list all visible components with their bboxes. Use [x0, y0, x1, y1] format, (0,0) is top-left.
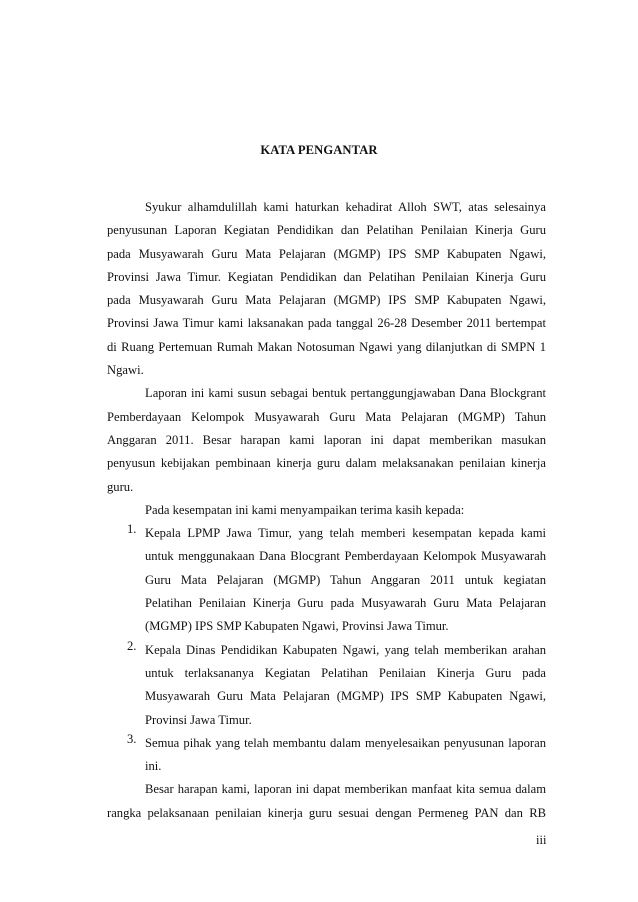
text-line: guru.	[107, 479, 134, 494]
list-number: 1.	[127, 522, 137, 537]
text-line: penyusun kebijakan pembinaan kinerja guru dalam melaksanakan penilaian kinerja	[107, 456, 546, 471]
text-line: Provinsi Jawa Timur. Kegiatan Pendidikan dan Pelatihan Penilaian Kinerja Guru	[107, 269, 546, 284]
text-line: di Ruang Pertemuan Rumah Makan Notosuman Ngawi yang dilanjutkan di SMPN 1	[107, 339, 546, 354]
text-line: Ngawi.	[107, 363, 144, 378]
list-item	[107, 732, 546, 779]
text-line: Anggaran 2011. Besar harapan kami laporan ini dapat memberikan masukan	[107, 432, 546, 447]
document-body	[107, 196, 546, 825]
text-line: Pada kesempatan ini kami menyampaikan terima kasih kepada:	[145, 502, 465, 517]
text-line: rangka pelaksanaan penilaian kinerja guru sesuai dengan Permeneg PAN dan RB	[107, 805, 546, 820]
text-line: untuk menggunakaan Dana Blocgrant Pemberdayaan Kelompok Musyawarah	[145, 549, 546, 564]
text-line: ini.	[145, 759, 162, 774]
text-line: Besar harapan kami, laporan ini dapat memberikan manfaat kita semua dalam	[145, 782, 546, 797]
thanks-list	[107, 522, 546, 778]
list-number: 3.	[127, 731, 137, 746]
paragraph-4	[107, 778, 546, 825]
list-number: 2.	[127, 638, 137, 653]
page-title: KATA PENGANTAR	[260, 143, 378, 157]
list-item	[107, 639, 546, 732]
list-item	[107, 522, 546, 638]
text-line: pada Musyawarah Guru Mata Pelajaran (MGMP) IPS SMP Kabupaten Ngawi,	[107, 293, 546, 308]
text-line: Musyawarah Guru Mata Pelajaran (MGMP) IPS SMP Kabupaten Ngawi,	[145, 689, 546, 704]
text-line: pada Musyawarah Guru Mata Pelajaran (MGMP) IPS SMP Kabupaten Ngawi,	[107, 246, 546, 261]
paragraph-3	[107, 499, 546, 522]
text-line: Kepala Dinas Pendidikan Kabupaten Ngawi, yang telah memberikan arahan	[145, 642, 546, 657]
text-line: Provinsi Jawa Timur.	[145, 712, 252, 727]
text-line: Provinsi Jawa Timur kami laksanakan pada tanggal 26-28 Desember 2011 bertempat	[107, 316, 546, 331]
text-line: penyusunan Laporan Kegiatan Pendidikan dan Pelatihan Penilaian Kinerja Guru	[107, 223, 546, 238]
text-line: Kepala LPMP Jawa Timur, yang telah memberi kesempatan kepada kami	[145, 526, 546, 541]
text-line: Syukur alhamdulillah kami haturkan kehadirat Alloh SWT, atas selesainya	[145, 200, 546, 214]
text-line: Laporan ini kami susun sebagai bentuk pertanggungjawaban Dana Blockgrant	[145, 386, 546, 401]
paragraph-1	[107, 196, 546, 382]
paragraph-2	[107, 382, 546, 498]
text-line: Semua pihak yang telah membantu dalam menyelesaikan penyusunan laporan	[145, 735, 546, 750]
page-number: iii	[536, 833, 547, 847]
text-line: Guru Mata Pelajaran (MGMP) Tahun Anggaran 2011 untuk kegiatan	[145, 572, 546, 587]
text-line: untuk terlaksananya Kegiatan Pelatihan Penilaian Kinerja Guru pada	[145, 665, 546, 680]
text-line: (MGMP) IPS SMP Kabupaten Ngawi, Provinsi Jawa Timur.	[145, 619, 449, 634]
text-line: Pelatihan Penilaian Kinerja Guru pada Musyawarah Guru Mata Pelajaran	[145, 596, 546, 611]
text-line: Pemberdayaan Kelompok Musyawarah Guru Mata Pelajaran (MGMP) Tahun	[107, 409, 546, 424]
